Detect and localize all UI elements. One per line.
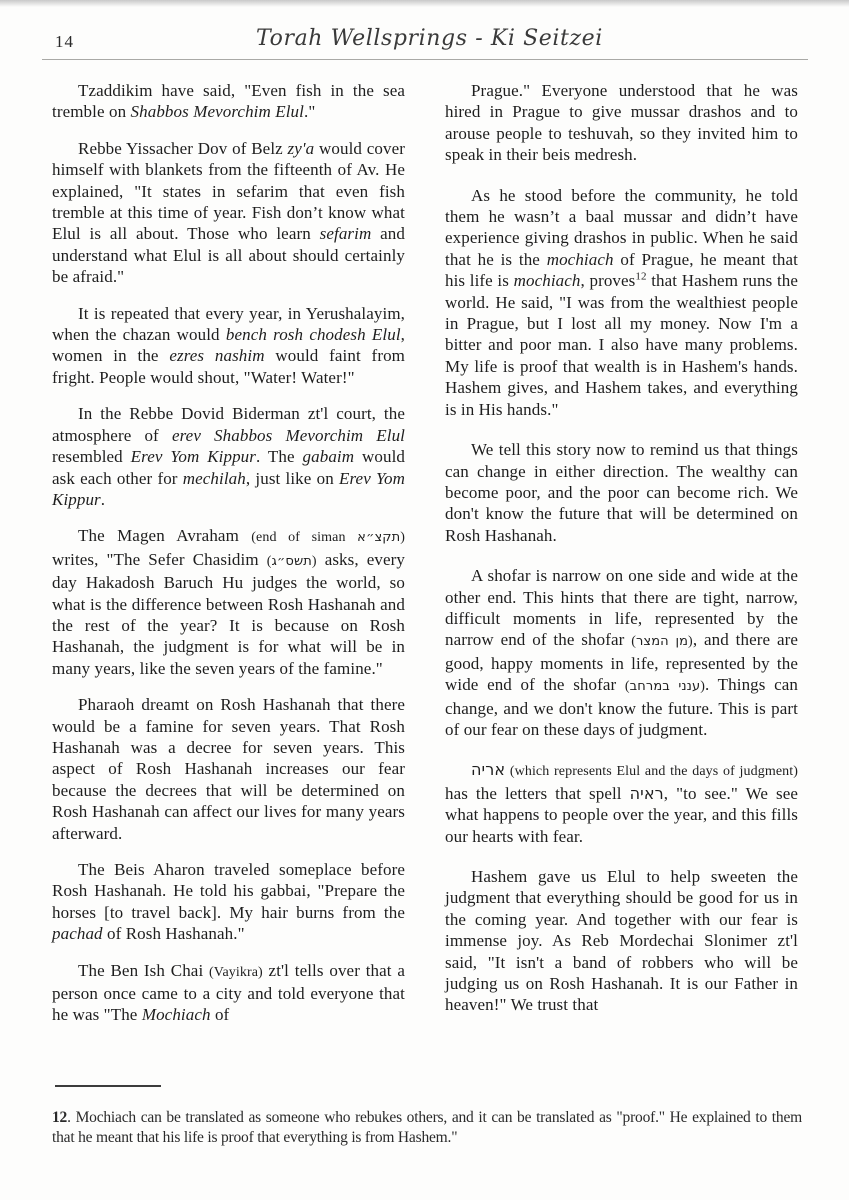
text-run: . The — [256, 447, 303, 467]
text-run: ( — [631, 634, 636, 650]
text-run: would cover himself with blankets from the fifteenth of Av. He explained, "It states in sefarim that even fish tremble at this time of year. Fish don’t know what Elul is all about. Those who learn — [52, 138, 406, 244]
text-run: Shabbos Mevorchim Elul — [130, 102, 304, 122]
text-run: of Prague, he meant that his life is — [445, 249, 798, 291]
paragraph — [52, 80, 405, 123]
text-run: ) — [400, 530, 405, 546]
paragraph — [445, 866, 798, 1016]
text-run: ." — [303, 102, 316, 122]
text-run: ) — [700, 679, 705, 695]
text-run: Hashem gave us Elul to help sweeten the judgment that everything should be good for us in the coming year. And together with our fear is immense joy. As Reb Mordechai Slonimer zt'l said, "It isn't a band of robbers who will be judging us on Rosh Hashanah. It is our Father in heaven!" We trust that — [445, 867, 798, 1015]
footnote — [52, 1108, 802, 1148]
text-run: In the Rebbe Dovid Biderman zt'l court, the atmosphere of — [52, 404, 405, 445]
text-run: 12 — [635, 270, 647, 283]
text-run: Tzaddikim have said, "Even fish in the sea tremble on — [52, 81, 405, 122]
text-run: אריה — [471, 760, 506, 780]
text-run: sefarim — [319, 224, 372, 244]
text-run: has the letters that spell — [445, 783, 630, 803]
text-run: Erev Yom Kippur — [52, 468, 405, 509]
footnote-separator — [55, 1085, 161, 1087]
text-run: zy'a — [287, 138, 315, 158]
text-run: Erev Yom Kippur — [130, 447, 256, 467]
text-run: The Magen Avraham — [78, 526, 252, 546]
paragraph — [52, 525, 405, 679]
text-run: pachad — [52, 924, 103, 944]
text-run: תשס״ג — [271, 553, 312, 569]
text-run: writes, "The Sefer Chasidim — [52, 549, 267, 569]
text-run: , proves — [580, 271, 636, 291]
paragraph — [52, 303, 405, 389]
text-run: would ask each other for — [52, 447, 405, 488]
text-run: ( — [624, 679, 630, 695]
text-run: that Hashem runs the world. He said, "I was from the wealthiest people in Prague, but I lost all my money. Now I'm a bitter and poor man. I also have many problems. My life is proof that wealth is in Hashem's hands. Hashem gives, and Hashem takes, and everything is in His hands." — [445, 271, 799, 419]
text-run: . Things can change, and we don't know the future. This is part of our fear on these days of judgment. — [445, 675, 798, 739]
left-column — [52, 80, 405, 1041]
paragraph — [52, 694, 405, 844]
text-run: erev Shabbos Mevorchim Elul — [171, 425, 405, 445]
paragraph — [445, 185, 798, 420]
text-run: ) — [311, 553, 317, 569]
paragraph — [52, 138, 405, 288]
text-run: asks, every day Hakadosh Baruch Hu judges the world, so what is the difference between Rosh Hashanah and the rest of the year? It is because on Rosh Hashanah, the judgment is for what will be in many years, like the seven years of the famine." — [52, 549, 405, 678]
text-run: We tell this story now to remind us that things can change in either direction. The wealthy can become poor, and the poor can become rich. We don't know the future that will be determined on Rosh Hashanah. — [445, 440, 798, 545]
paragraph — [52, 859, 405, 945]
text-run: , women in the — [52, 325, 405, 366]
text-run: (which represents Elul and the days of judgment) — [505, 764, 798, 780]
text-run: . Mochiach can be translated as someone who rebukes others, and it can be translated as "proof." He explained to them that he meant that his life is proof that everything is from Hashem." — [52, 1109, 802, 1146]
paragraph — [52, 403, 405, 510]
page-number: 14 — [55, 32, 74, 51]
text-run: ezres nashim — [169, 346, 265, 366]
text-run: Prague." Everyone understood that he was hired in Prague to give mussar drashos and to arouse people to teshuvah, so they invited him to speak in their beis medresh. — [445, 81, 798, 165]
text-run: As he stood before the community, he told them he wasn’t a baal mussar and didn’t have experience giving drashos in public. When he said that he is the — [445, 185, 798, 269]
text-run: (end of siman — [251, 530, 358, 546]
text-run: mochiach — [546, 249, 614, 269]
text-run: of — [210, 1005, 230, 1025]
text-run: ) — [688, 634, 693, 650]
text-run: ראיה — [629, 783, 664, 803]
text-run: , just like on — [245, 468, 339, 488]
text-run: mochiach — [513, 271, 581, 291]
paragraph — [445, 759, 798, 847]
text-run: Rebbe Yissacher Dov of Belz — [78, 138, 288, 158]
text-run: תקצ״א — [357, 530, 401, 546]
text-run: , "to see." We see what happens to people over the year, and this fills our hearts with fear. — [445, 783, 798, 846]
text-run: The Beis Aharon traveled someplace before Rosh Hashanah. He told his gabbai, "Prepare the horses [to travel back]. My hair burns from the — [52, 860, 405, 922]
header-rule — [42, 59, 808, 60]
page-title: Torah Wellsprings - Ki Seitzei — [256, 26, 603, 51]
text-run: zt'l tells over that a person once came to a city and told everyone that he was "The — [52, 960, 405, 1025]
text-run: A shofar is narrow on one side and wide at the other end. This hints that there are tight, narrow, difficult moments in life, represented by the narrow end of the shofar — [445, 566, 798, 650]
text-run: מן המצר — [635, 634, 689, 650]
right-column — [445, 80, 798, 1035]
text-run: mechilah — [182, 468, 246, 488]
text-run: and understand what Elul is all about should certainly be afraid." — [52, 224, 405, 287]
text-run: It is repeated that every year, in Yerushalayim, when the chazan would — [52, 303, 405, 345]
paragraph — [445, 439, 798, 546]
text-run: ענני במרחב — [629, 679, 701, 695]
text-run: The Ben Ish Chai — [78, 960, 210, 980]
text-run: would faint from fright. People would shout, "Water! Water!" — [52, 346, 406, 387]
text-run: bench rosh chodesh Elul — [225, 325, 401, 345]
text-run: , and there are good, happy moments in life, represented by the wide end of the shofar — [445, 630, 799, 695]
text-run: Mochiach — [141, 1005, 211, 1025]
paragraph — [52, 960, 405, 1026]
text-run: Pharaoh dreamt on Rosh Hashanah that there would be a famine for seven years. That Rosh Hashanah was a decree for seven years. This aspect of Rosh Hashanah increases our fear because the decrees that will be determined on Rosh Hashanah can affect our lives for many years afterward. — [52, 695, 405, 843]
text-run: ( — [266, 553, 272, 569]
page-header — [52, 26, 807, 58]
paragraph — [445, 565, 798, 740]
text-run: resembled — [52, 447, 131, 467]
text-run: 12 — [52, 1109, 68, 1126]
text-run: . — [100, 489, 106, 509]
paragraph — [445, 80, 798, 166]
text-run: gabaim — [302, 447, 355, 467]
text-run: (Vayikra) — [209, 964, 263, 980]
text-run: of Rosh Hashanah." — [102, 924, 245, 944]
